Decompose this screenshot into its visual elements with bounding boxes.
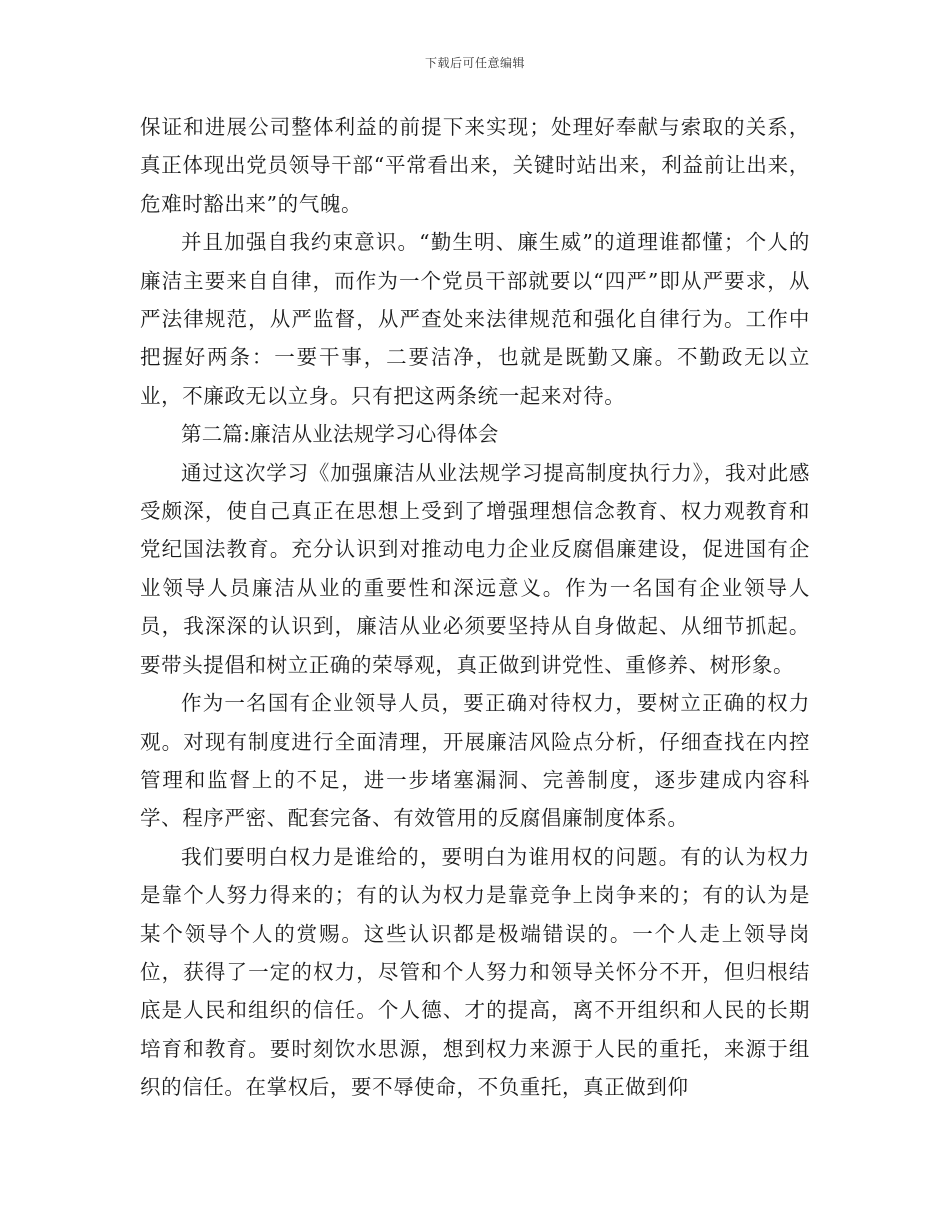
paragraph-source-of-power: 我们要明白权力是谁给的，要明白为谁用权的问题。有的认为权力是靠个人努力得来的；有的认为权力是靠竞争上岗争来的；有的认为是某个领导个人的赏赐。这些认识都是极端错误的。一个人走上领导岗位，获得了一定的权力，尽管和个人努力和领导关怀分不开，但归根结底是人民和组织的信任。个人德、才的提高，离不开组织和人民的长期培育和教育。要时刻饮水思源，想到权力来源于人民的重托，来源于组织的信任。在掌权后，要不辱使命，不负重托，真正做到仰 — [140, 844, 810, 1100]
paragraph-self-discipline: 并且加强自我约束意识。“勤生明、廉生威”的道理谁都懂；个人的廉洁主要来自自律，而作为一个党员干部就要以“四严”即从严要求，从严法律规范，从严监督，从严查处来法律规范和强化自律行为。工作中把握好两条：一要干事，二要洁净，也就是既勤又廉。不勤政无以立业，不廉政无以立身。只有把这两条统一起来对待。 — [140, 230, 810, 408]
paragraph-study-experience: 通过这次学习《加强廉洁从业法规学习提高制度执行力》，我对此感受颇深，使自己真正在思想上受到了增强理想信念教育、权力观教育和党纪国法教育。充分认识到对推动电力企业反腐倡廉建设，促进国有企业领导人员廉洁从业的重要性和深远意义。作为一名国有企业领导人员，我深深的认识到，廉洁从业必须要坚持从自身做起、从细节抓起。要带头提倡和树立正确的荣辱观，真正做到讲党性、重修养、树形象。 — [140, 460, 810, 677]
document-body — [140, 108, 810, 1107]
section-heading: 第二篇:廉洁从业法规学习心得体会 — [181, 422, 499, 447]
paragraph-continuation: 保证和进展公司整体利益的前提下来实现；处理好奉献与索取的关系，真正体现出党员领导干部“平常看出来，关键时站出来，利益前让出来，危难时豁出来”的气魄。 — [140, 115, 810, 216]
page-header-note: 下载后可任意编辑 — [424, 56, 525, 70]
paragraph-power-view: 作为一名国有企业领导人员，要正确对待权力，要树立正确的权力观。对现有制度进行全面清理，开展廉洁风险点分析，仔细查找在内控管理和监督上的不足，进一步堵塞漏洞、完善制度，逐步建成内容科学、程序严密、配套完备、有效管用的反腐倡廉制度体系。 — [140, 691, 810, 831]
